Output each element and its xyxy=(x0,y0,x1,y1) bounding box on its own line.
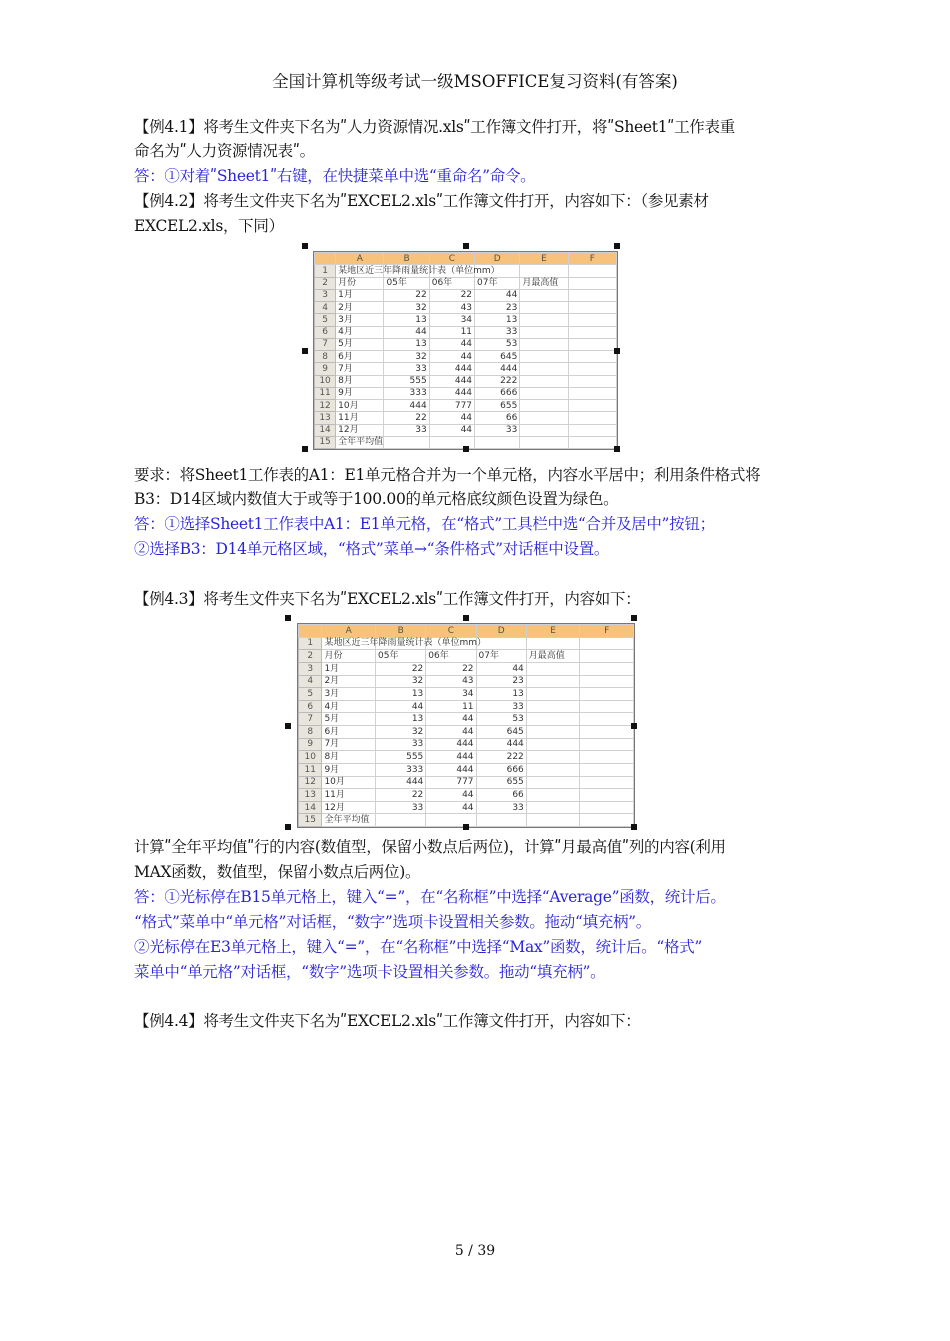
cell: 222 xyxy=(475,375,520,387)
column-header: D xyxy=(476,625,526,638)
selection-handle xyxy=(614,446,620,452)
answer-line: 答：①选择Sheet1工作表中A1：E1单元格，在“格式”工具栏中选“合并及居中”按钮； xyxy=(134,515,715,533)
cell: 8月 xyxy=(336,375,384,387)
cell: 33 xyxy=(476,801,526,814)
row-number: 6 xyxy=(315,326,336,338)
cell xyxy=(520,424,568,436)
cell: 444 xyxy=(476,738,526,751)
row-number: 12 xyxy=(299,776,322,789)
table-row xyxy=(299,801,634,814)
row-number: 7 xyxy=(315,338,336,350)
text-line: 【例4.4】将考生文件夹下名为ʺEXCEL2.xlsʺ工作簿文件打开，内容如下： xyxy=(134,1012,641,1030)
table-row xyxy=(315,326,617,338)
cell: 11月 xyxy=(336,412,384,424)
cell xyxy=(568,326,616,338)
table-row xyxy=(299,789,634,802)
selection-handle xyxy=(463,824,469,830)
corner-cell xyxy=(315,253,336,265)
cell: 13 xyxy=(384,314,429,326)
selection-handle xyxy=(285,723,291,729)
selection-handle xyxy=(302,446,308,452)
selection-handle xyxy=(285,615,291,621)
text-line: 要求：将Sheet1工作表的A1：E1单元格合并为一个单元格，内容水平居中；利用条件格式将 xyxy=(134,466,761,484)
cell xyxy=(520,302,568,314)
cell: 44 xyxy=(429,338,474,350)
cell xyxy=(526,751,580,764)
selection-handle xyxy=(463,243,469,249)
column-header-row xyxy=(299,625,634,638)
row-number: 4 xyxy=(315,302,336,314)
cell: 645 xyxy=(476,726,526,739)
cell: 33 xyxy=(384,424,429,436)
row-number: 14 xyxy=(315,424,336,436)
answer-line: ②光标停在E3单元格上，键入“=”，在“名称框”中选择“Max”函数，统计后。“格式” xyxy=(134,938,703,956)
cell: 10月 xyxy=(322,776,376,789)
column-header-row xyxy=(315,253,617,265)
row-number: 12 xyxy=(315,400,336,412)
cell xyxy=(568,351,616,363)
table-row xyxy=(315,363,617,375)
cell: 13 xyxy=(376,688,426,701)
answer-line: 答：①对着ʺSheet1ʺ右键，在快捷菜单中选“重命名”命令。 xyxy=(134,167,536,185)
table-row xyxy=(315,265,617,277)
cell: 33 xyxy=(376,801,426,814)
cell xyxy=(520,387,568,399)
cell: 44 xyxy=(426,789,476,802)
column-header: D xyxy=(475,253,520,265)
cell: 11月 xyxy=(322,789,376,802)
cell: 44 xyxy=(476,662,526,675)
cell: 655 xyxy=(476,776,526,789)
cell: 34 xyxy=(426,688,476,701)
table-row xyxy=(315,400,617,412)
cell: 2月 xyxy=(336,302,384,314)
table-row xyxy=(315,351,617,363)
cell: 某地区近三年降雨量统计表（单位mm） xyxy=(322,637,376,650)
cell: 33 xyxy=(384,363,429,375)
cell: 53 xyxy=(476,713,526,726)
table-row xyxy=(315,387,617,399)
cell xyxy=(580,763,634,776)
cell xyxy=(568,424,616,436)
cell: 7月 xyxy=(322,738,376,751)
cell xyxy=(520,314,568,326)
cell xyxy=(580,637,634,650)
selection-handle xyxy=(285,824,291,830)
cell: 444 xyxy=(384,400,429,412)
cell: 444 xyxy=(429,387,474,399)
row-number: 3 xyxy=(315,289,336,301)
text-line: MAX函数，数值型，保留小数点后两位)。 xyxy=(134,863,421,881)
selection-handle xyxy=(463,615,469,621)
cell: 全年平均值 xyxy=(322,814,376,827)
cell: 22 xyxy=(376,662,426,675)
cell: 13 xyxy=(384,338,429,350)
table-row xyxy=(315,375,617,387)
selection-handle xyxy=(302,348,308,354)
cell xyxy=(568,338,616,350)
row-number: 3 xyxy=(299,662,322,675)
cell xyxy=(568,314,616,326)
table-row xyxy=(299,738,634,751)
cell: 44 xyxy=(426,713,476,726)
cell xyxy=(580,675,634,688)
cell xyxy=(568,277,616,289)
cell: 月份 xyxy=(336,277,384,289)
row-number: 9 xyxy=(315,363,336,375)
text-line: EXCEL2.xls，下同） xyxy=(134,217,284,235)
cell: 8月 xyxy=(322,751,376,764)
cell xyxy=(580,776,634,789)
cell: 4月 xyxy=(336,326,384,338)
cell xyxy=(520,412,568,424)
table-row xyxy=(299,637,634,650)
cell: 22 xyxy=(429,289,474,301)
answer-line: 菜单中“单元格”对话框，“数字”选项卡设置相关参数。拖动“填充柄”。 xyxy=(134,963,606,981)
row-number: 10 xyxy=(299,751,322,764)
cell xyxy=(568,302,616,314)
cell xyxy=(520,326,568,338)
cell: 666 xyxy=(476,763,526,776)
cell: 5月 xyxy=(336,338,384,350)
cell: 3月 xyxy=(322,688,376,701)
cell: 44 xyxy=(475,289,520,301)
row-number: 9 xyxy=(299,738,322,751)
cell: 7月 xyxy=(336,363,384,375)
cell: 1月 xyxy=(322,662,376,675)
cell: 444 xyxy=(426,751,476,764)
column-header: C xyxy=(426,625,476,638)
cell: 33 xyxy=(475,326,520,338)
cell: 05年 xyxy=(376,650,426,663)
cell: 44 xyxy=(384,326,429,338)
cell xyxy=(526,789,580,802)
text-line: 【例4.1】将考生文件夹下名为ʺ人力资源情况.xlsʺ工作簿文件打开，将ʺSheet1ʺ工作表重 xyxy=(134,118,735,136)
cell xyxy=(526,688,580,701)
cell: 22 xyxy=(384,289,429,301)
selection-handle xyxy=(614,243,620,249)
cell xyxy=(376,814,426,827)
cell: 33 xyxy=(476,700,526,713)
cell: 44 xyxy=(376,700,426,713)
cell xyxy=(526,763,580,776)
cell xyxy=(526,738,580,751)
cell: 23 xyxy=(476,675,526,688)
cell: 2月 xyxy=(322,675,376,688)
cell: 12月 xyxy=(336,424,384,436)
cell: 12月 xyxy=(322,801,376,814)
row-number: 7 xyxy=(299,713,322,726)
answer-line: ②选择B3：D14单元格区域，“格式”菜单→“条件格式”对话框中设置。 xyxy=(134,540,610,558)
cell xyxy=(568,412,616,424)
cell: 444 xyxy=(429,363,474,375)
cell: 22 xyxy=(376,789,426,802)
cell: 444 xyxy=(475,363,520,375)
cell xyxy=(526,776,580,789)
answer-line: “格式”菜单中“单元格”对话框，“数字”选项卡设置相关参数。拖动“填充柄”。 xyxy=(134,913,651,931)
column-header: A xyxy=(322,625,376,638)
cell: 33 xyxy=(376,738,426,751)
answer-line: 答：①光标停在B15单元格上，键入“=”，在“名称框”中选择“Average”函数，统计后。 xyxy=(134,888,726,906)
cell xyxy=(580,700,634,713)
cell: 22 xyxy=(426,662,476,675)
cell: 07年 xyxy=(475,277,520,289)
cell xyxy=(580,814,634,827)
cell: 13 xyxy=(376,713,426,726)
cell: 05年 xyxy=(384,277,429,289)
row-number: 15 xyxy=(315,436,336,448)
cell: 44 xyxy=(426,726,476,739)
cell xyxy=(568,265,616,277)
selection-handle xyxy=(302,243,308,249)
row-number: 1 xyxy=(299,637,322,650)
cell: 月最高值 xyxy=(520,277,568,289)
table-row xyxy=(315,412,617,424)
cell: 32 xyxy=(384,351,429,363)
row-number: 14 xyxy=(299,801,322,814)
cell: 9月 xyxy=(322,763,376,776)
cell xyxy=(526,726,580,739)
cell xyxy=(520,375,568,387)
text-line: 【例4.2】将考生文件夹下名为ʺEXCEL2.xlsʺ工作簿文件打开，内容如下：（参见素材 xyxy=(134,192,709,210)
row-number: 13 xyxy=(299,789,322,802)
column-header: E xyxy=(526,625,580,638)
cell: 43 xyxy=(429,302,474,314)
cell: 月份 xyxy=(322,650,376,663)
column-header: F xyxy=(568,253,616,265)
row-number: 11 xyxy=(299,763,322,776)
table-row xyxy=(315,302,617,314)
cell xyxy=(580,650,634,663)
cell: 06年 xyxy=(429,277,474,289)
cell: 44 xyxy=(429,424,474,436)
table-row xyxy=(299,650,634,663)
cell xyxy=(580,789,634,802)
cell xyxy=(526,662,580,675)
cell: 06年 xyxy=(426,650,476,663)
cell: 11 xyxy=(426,700,476,713)
cell xyxy=(520,351,568,363)
cell xyxy=(520,265,568,277)
table-row xyxy=(299,776,634,789)
cell: 655 xyxy=(475,400,520,412)
cell: 222 xyxy=(476,751,526,764)
cell xyxy=(520,363,568,375)
cell xyxy=(580,688,634,701)
cell xyxy=(526,675,580,688)
table-row xyxy=(299,688,634,701)
table-row xyxy=(315,277,617,289)
text-line: 【例4.3】将考生文件夹下名为ʺEXCEL2.xlsʺ工作簿文件打开，内容如下： xyxy=(134,590,641,608)
cell xyxy=(580,713,634,726)
column-header: C xyxy=(429,253,474,265)
page-number: 5 / 39 xyxy=(454,1243,496,1259)
row-number: 15 xyxy=(299,814,322,827)
spreadsheet-image-2 xyxy=(297,623,635,828)
text-line: 命名为ʺ人力资源情况表ʺ。 xyxy=(134,142,315,160)
cell xyxy=(568,400,616,412)
cell xyxy=(580,751,634,764)
row-number: 2 xyxy=(299,650,322,663)
cell: 13 xyxy=(475,314,520,326)
selection-handle xyxy=(463,446,469,452)
selection-handle xyxy=(631,723,637,729)
cell xyxy=(476,814,526,827)
table-row xyxy=(299,675,634,688)
selection-handle xyxy=(614,348,620,354)
cell: 777 xyxy=(429,400,474,412)
cell xyxy=(526,713,580,726)
cell: 5月 xyxy=(322,713,376,726)
row-number: 6 xyxy=(299,700,322,713)
cell xyxy=(384,436,429,448)
row-number: 4 xyxy=(299,675,322,688)
table-row xyxy=(299,700,634,713)
cell: 13 xyxy=(476,688,526,701)
spreadsheet-image-1 xyxy=(313,251,618,450)
cell: 555 xyxy=(384,375,429,387)
table-row xyxy=(299,763,634,776)
cell: 555 xyxy=(376,751,426,764)
cell: 33 xyxy=(475,424,520,436)
cell: 666 xyxy=(475,387,520,399)
row-number: 13 xyxy=(315,412,336,424)
cell xyxy=(526,814,580,827)
row-number: 11 xyxy=(315,387,336,399)
cell xyxy=(475,436,520,448)
cell: 43 xyxy=(426,675,476,688)
column-header: A xyxy=(336,253,384,265)
table-row xyxy=(299,751,634,764)
cell: 44 xyxy=(429,351,474,363)
cell xyxy=(568,436,616,448)
table-row xyxy=(315,424,617,436)
cell: 32 xyxy=(384,302,429,314)
row-number: 10 xyxy=(315,375,336,387)
cell xyxy=(568,289,616,301)
cell: 333 xyxy=(376,763,426,776)
cell: 4月 xyxy=(322,700,376,713)
page-header: 全国计算机等级考试一级MSOFFICE复习资料(有答案) xyxy=(272,72,678,91)
cell: 66 xyxy=(476,789,526,802)
table-row xyxy=(299,726,634,739)
table-row xyxy=(315,338,617,350)
cell: 444 xyxy=(429,375,474,387)
cell xyxy=(568,375,616,387)
cell xyxy=(520,436,568,448)
table-row xyxy=(299,713,634,726)
cell xyxy=(526,801,580,814)
cell xyxy=(568,363,616,375)
cell: 32 xyxy=(376,675,426,688)
cell xyxy=(580,801,634,814)
cell xyxy=(568,387,616,399)
cell: 444 xyxy=(376,776,426,789)
cell: 44 xyxy=(426,801,476,814)
cell: 22 xyxy=(384,412,429,424)
cell: 6月 xyxy=(336,351,384,363)
cell: 53 xyxy=(475,338,520,350)
cell: 10月 xyxy=(336,400,384,412)
cell xyxy=(580,662,634,675)
cell: 34 xyxy=(429,314,474,326)
table-row xyxy=(315,314,617,326)
row-number: 1 xyxy=(315,265,336,277)
row-number: 8 xyxy=(315,351,336,363)
table-row xyxy=(315,289,617,301)
cell: 6月 xyxy=(322,726,376,739)
cell: 32 xyxy=(376,726,426,739)
text-line: 计算ʺ全年平均值ʺ行的内容(数值型，保留小数点后两位)，计算ʺ月最高值ʺ列的内容(利用 xyxy=(134,838,726,856)
cell: 全年平均值 xyxy=(336,436,384,448)
column-header: B xyxy=(376,625,426,638)
cell: 某地区近三年降雨量统计表（单位mm） xyxy=(336,265,384,277)
cell xyxy=(520,289,568,301)
row-number: 5 xyxy=(299,688,322,701)
cell: 333 xyxy=(384,387,429,399)
cell: 11 xyxy=(429,326,474,338)
cell: 44 xyxy=(429,412,474,424)
column-header: E xyxy=(520,253,568,265)
row-number: 8 xyxy=(299,726,322,739)
column-header: B xyxy=(384,253,429,265)
cell xyxy=(580,738,634,751)
text-line: B3：D14区域内数值大于或等于100.00的单元格底纹颜色设置为绿色。 xyxy=(134,490,619,508)
cell: 66 xyxy=(475,412,520,424)
cell: 444 xyxy=(426,763,476,776)
cell: 1月 xyxy=(336,289,384,301)
cell: 645 xyxy=(475,351,520,363)
cell xyxy=(580,726,634,739)
cell xyxy=(526,700,580,713)
cell: 444 xyxy=(426,738,476,751)
selection-handle xyxy=(631,824,637,830)
cell: 9月 xyxy=(336,387,384,399)
cell: 23 xyxy=(475,302,520,314)
table-row xyxy=(299,662,634,675)
cell xyxy=(526,637,580,650)
corner-cell xyxy=(299,625,322,638)
row-number: 5 xyxy=(315,314,336,326)
cell: 777 xyxy=(426,776,476,789)
cell: 07年 xyxy=(476,650,526,663)
cell xyxy=(520,338,568,350)
cell: 月最高值 xyxy=(526,650,580,663)
row-number: 2 xyxy=(315,277,336,289)
cell xyxy=(520,400,568,412)
column-header: F xyxy=(580,625,634,638)
cell: 3月 xyxy=(336,314,384,326)
selection-handle xyxy=(631,615,637,621)
